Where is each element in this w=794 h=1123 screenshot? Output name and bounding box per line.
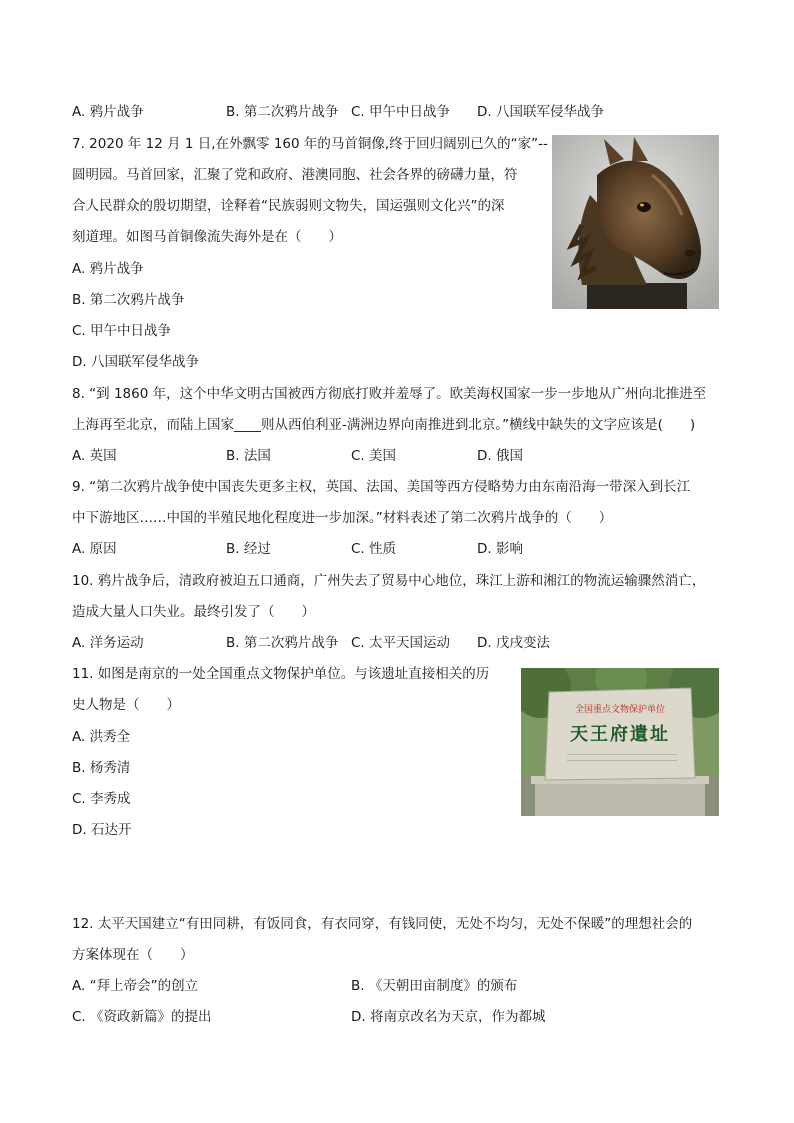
q7-line-3: 合人民群众的殷切期望，诠释着“民族弱则文物失，国运强则文化兴”的深 (72, 198, 505, 214)
q6-option-a: A. 鸦片战争 (72, 104, 144, 120)
q11-option-a: A. 洪秀全 (72, 729, 131, 745)
q7-line-1: 7. 2020 年 12 月 1 日,在外飘零 160 年的马首铜像,终于回归阔别已久的“家”-- (72, 136, 548, 152)
q10-option-c: C. 太平天国运动 (351, 635, 451, 651)
q8-line-2: 上海再至北京，而陆上国家____则从西伯利亚-满洲边界向南推进到北京。”横线中缺失的文字应该是( ) (72, 417, 696, 433)
q8-option-c: C. 美国 (351, 448, 397, 464)
stone-heading: 全国重点文物保护单位 (574, 705, 665, 715)
q8-line-1: 8. “到 1860 年，这个中华文明古国被西方彻底打败并羞辱了。欧美海权国家一步一步地从广州向北推进至 (72, 386, 707, 402)
q12-line-1: 12. 太平天国建立“有田同耕，有饭同食，有衣同穿，有钱同使，无处不均匀，无处不保暖”的理想社会的 (72, 916, 693, 932)
q10-option-d: D. 戊戌变法 (477, 635, 550, 651)
q7-option-c: C. 甲午中日战争 (72, 323, 172, 339)
q7-option-b: B. 第二次鸦片战争 (72, 292, 185, 308)
q11-option-c: C. 李秀成 (72, 791, 131, 807)
q9-line-2: 中下游地区……中国的半殖民地化程度进一步加深。”材料表述了第二次鸦片战争的（ ） (72, 510, 613, 526)
q9-line-1: 9. “第二次鸦片战争使中国丧失更多主权，英国、法国、美国等西方侵略势力由东南沿海一带深入到长江 (72, 479, 691, 495)
q12-option-a: A. “拜上帝会”的创立 (72, 978, 199, 994)
q6-option-c: C. 甲午中日战争 (351, 104, 451, 120)
q10-line-2: 造成大量人口失业。最终引发了（ ） (72, 604, 315, 620)
q7-option-d: D. 八国联军侵华战争 (72, 354, 199, 370)
q8-option-d: D. 俄国 (477, 448, 523, 464)
heavenly-king-palace-stone-image (521, 668, 719, 816)
q6-option-d: D. 八国联军侵华战争 (477, 104, 604, 120)
q11-line-1: 11. 如图是南京的一处全国重点文物保护单位。与该遗址直接相关的历 (72, 666, 490, 682)
stone-small-text (567, 754, 677, 757)
q11-line-2: 史人物是（ ） (72, 697, 180, 713)
q8-option-b: B. 法国 (226, 448, 271, 464)
q8-option-a: A. 英国 (72, 448, 117, 464)
q7-option-a: A. 鸦片战争 (72, 261, 144, 277)
q12-option-c: C. 《资政新篇》的提出 (72, 1009, 212, 1025)
q10-line-1: 10. 鸦片战争后，清政府被迫五口通商，广州失去了贸易中心地位，珠江上游和湘江的物流运输骤然消亡， (72, 573, 706, 589)
q11-option-d: D. 石达开 (72, 822, 132, 838)
q7-line-4: 刻道理。如图马首铜像流失海外是在（ ） (72, 229, 342, 245)
q11-option-b: B. 杨秀清 (72, 760, 131, 776)
q9-option-a: A. 原因 (72, 541, 117, 557)
q9-option-d: D. 影响 (477, 541, 523, 557)
q9-option-b: B. 经过 (226, 541, 271, 557)
q12-line-2: 方案体现在（ ） (72, 947, 194, 963)
q6-option-b: B. 第二次鸦片战争 (226, 104, 339, 120)
stone-site-name: 天王府遺址 (570, 724, 670, 745)
q9-option-c: C. 性质 (351, 541, 397, 557)
q10-option-b: B. 第二次鸦片战争 (226, 635, 339, 651)
stone-small-text (567, 760, 677, 763)
horse-head-bronze-image (552, 135, 719, 309)
q12-option-d: D. 将南京改名为天京，作为都城 (351, 1009, 546, 1025)
q12-option-b: B. 《天朝田亩制度》的颁布 (351, 978, 518, 994)
q7-line-2: 圆明园。马首回家，汇聚了党和政府、港澳同胞、社会各界的磅礴力量，符 (72, 167, 518, 183)
q10-option-a: A. 洋务运动 (72, 635, 144, 651)
